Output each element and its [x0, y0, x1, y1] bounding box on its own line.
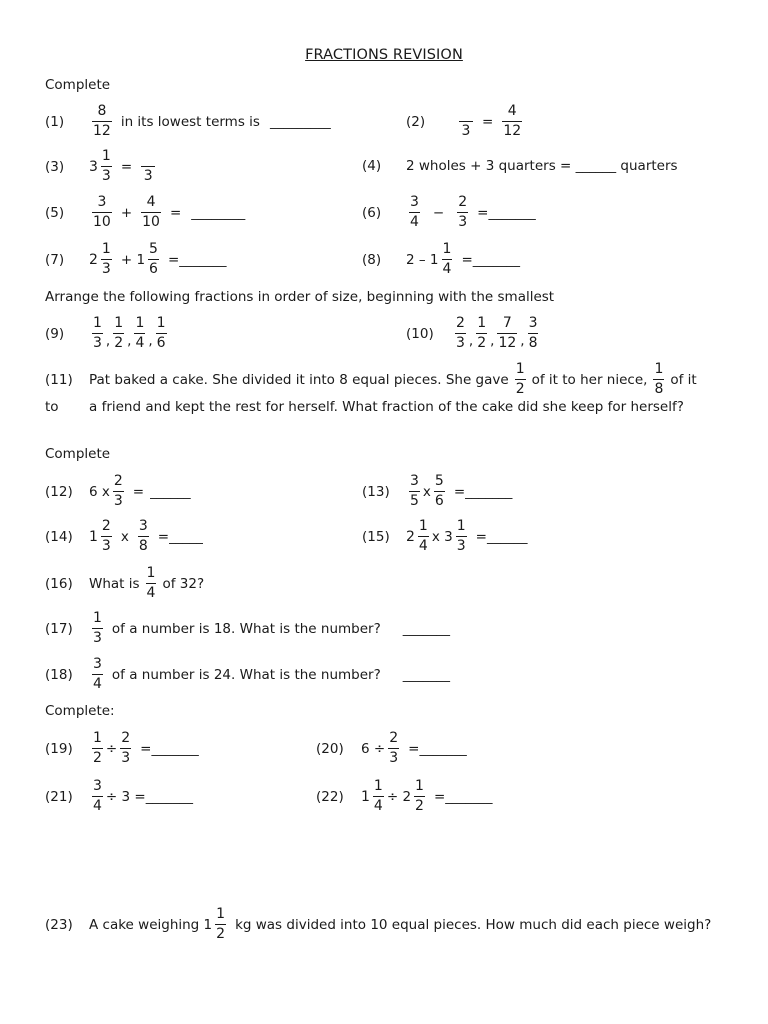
fraction-blank-numerator[interactable]: 3	[459, 104, 473, 139]
answer-blank[interactable]: _______	[179, 251, 227, 268]
question-text: of it to her niece,	[531, 371, 648, 388]
question-number: (18)	[45, 666, 73, 683]
question-17	[45, 611, 450, 646]
fraction: $\frac{5}{6}$	[434, 473, 444, 509]
question-8	[362, 242, 520, 277]
question-18	[45, 657, 450, 692]
fraction: $\frac{3}{4}$	[93, 656, 102, 692]
answer-blank[interactable]: _________	[269, 113, 331, 130]
whole-number: 2	[406, 528, 415, 545]
question-text: What is	[89, 575, 140, 592]
question-text: 6 ÷	[361, 740, 386, 757]
question-3	[45, 149, 158, 184]
question-number: (21)	[45, 788, 73, 805]
fraction: $\frac{2}{3}$	[113, 473, 123, 509]
question-text: of a number is 24. What is the number?	[111, 666, 381, 683]
question-text: A cake weighing 1	[89, 916, 213, 933]
question-text: Pat baked a cake. She divided it into 8 equal pieces. She gave	[89, 371, 509, 388]
question-6	[362, 195, 536, 230]
whole-number: 1	[89, 528, 98, 545]
fraction: $\frac{1}{2}$	[477, 315, 487, 351]
question-2	[406, 104, 525, 139]
question-number: (17)	[45, 620, 73, 637]
fraction: $\frac{3}{4}$	[410, 194, 419, 230]
answer-blank[interactable]: _____	[169, 528, 203, 545]
answer-blank[interactable]: _______	[402, 620, 450, 637]
fraction: $\frac{2}{3}$	[456, 315, 465, 351]
question-1	[45, 104, 331, 139]
fraction: $\frac{1}{8}$	[654, 361, 664, 397]
question-number: (15)	[362, 528, 390, 545]
question-text: of 32?	[162, 575, 205, 592]
equals-sign: =	[461, 251, 473, 268]
fraction: $\frac{1}{4}$	[146, 565, 156, 601]
divide-sign: ÷	[105, 740, 118, 757]
question-16	[45, 566, 204, 601]
section-heading-complete-2: Complete	[45, 446, 111, 462]
whole-number: 1	[361, 788, 370, 805]
question-text: 6 x	[89, 483, 110, 500]
question-20	[316, 731, 467, 766]
question-4	[362, 158, 678, 174]
question-text: a friend and kept the rest for herself. What fraction of the cake did she keep for herself?	[89, 399, 684, 415]
question-text: kg was divided into 10 equal pieces. How much did each piece weigh?	[235, 916, 712, 933]
fraction: $\frac{3}{10}$	[93, 194, 111, 230]
question-text: ÷ 3 =	[105, 788, 146, 805]
question-number: (10)	[406, 325, 434, 342]
fraction: $\frac{1}{2}$	[216, 906, 226, 942]
question-number: (22)	[316, 788, 344, 805]
section-heading-complete-3: Complete:	[45, 703, 115, 719]
fraction: $\frac{4}{10}$	[142, 194, 160, 230]
fraction: $\frac{2}{3}$	[458, 194, 468, 230]
fraction: $\frac{4}{12}$	[503, 103, 522, 139]
fraction: $\frac{8}{12}$	[93, 103, 111, 139]
answer-blank[interactable]: _______	[402, 666, 450, 683]
equals-sign: =	[453, 483, 466, 500]
question-text: in its lowest terms is	[120, 113, 260, 130]
fraction: $\frac{1}{3}$	[101, 148, 111, 184]
answer-blank[interactable]: _______	[145, 788, 193, 805]
answer-blank[interactable]: ______	[150, 483, 191, 500]
fraction: $\frac{2}{3}$	[101, 518, 111, 554]
fraction-blank-numerator[interactable]: 3	[141, 149, 155, 184]
fraction: $\frac{1}{3}$	[101, 241, 111, 277]
plus-sign: + 1	[120, 251, 146, 268]
question-11	[45, 362, 745, 397]
answer-blank[interactable]: _______	[465, 483, 513, 500]
question-text: of a number is 18. What is the number?	[111, 620, 381, 637]
answer-blank[interactable]: _______	[419, 740, 467, 757]
answer-blank[interactable]: _______	[488, 204, 536, 221]
section-heading-complete: Complete	[45, 77, 111, 93]
fraction: $\frac{1}{3}$	[93, 315, 102, 351]
fraction: $\frac{5}{6}$	[149, 241, 158, 277]
question-number: (8)	[362, 251, 382, 268]
equals-sign: =	[120, 158, 133, 175]
question-number: (1)	[45, 113, 65, 130]
section-heading-arrange: Arrange the following fractions in order of size, beginning with the smallest	[45, 289, 555, 305]
times-sign: x	[422, 483, 431, 500]
question-number: (4)	[362, 158, 382, 174]
fraction: $\frac{1}{4}$	[442, 241, 452, 277]
question-number: (5)	[45, 204, 65, 221]
fraction: $\frac{3}{4}$	[93, 778, 102, 814]
question-11-line-2	[45, 399, 684, 415]
whole-number: 2	[89, 251, 98, 268]
question-number: (16)	[45, 575, 73, 592]
question-number: (9)	[45, 325, 65, 342]
whole-number: 3	[89, 158, 98, 175]
question-13	[362, 474, 512, 509]
fraction: $\frac{7}{12}$	[498, 315, 517, 351]
fraction: $\frac{1}{3}$	[456, 518, 466, 554]
question-19	[45, 731, 199, 766]
question-number: (3)	[45, 158, 65, 175]
equals-sign: =	[140, 740, 152, 757]
fraction: $\frac{3}{8}$	[138, 518, 148, 554]
fraction: $\frac{1}{2}$	[93, 730, 102, 766]
equals-sign: =	[477, 204, 489, 221]
question-number: (7)	[45, 251, 65, 268]
question-number: (19)	[45, 740, 73, 757]
equals-sign: =	[132, 483, 145, 500]
question-number: (11)	[45, 371, 73, 388]
question-23	[45, 907, 711, 942]
question-12	[45, 474, 191, 509]
fraction: $\frac{1}{6}$	[156, 315, 166, 351]
question-number: (14)	[45, 528, 73, 545]
question-text: 2 wholes + 3 quarters = ______ quarters	[406, 158, 678, 174]
answer-blank[interactable]: ________	[191, 204, 246, 221]
fraction: $\frac{1}{2}$	[415, 778, 424, 814]
question-number: (23)	[45, 916, 73, 933]
answer-blank[interactable]: _______	[472, 251, 520, 268]
fraction: $\frac{1}{4}$	[373, 778, 383, 814]
fraction: $\frac{1}{4}$	[418, 518, 428, 554]
question-text: of it	[670, 371, 697, 388]
fraction: $\frac{2}{3}$	[121, 730, 131, 766]
fraction: $\frac{1}{4}$	[135, 315, 145, 351]
fraction: $\frac{1}{3}$	[93, 610, 102, 646]
question-21	[45, 779, 193, 814]
divide-sign: ÷ 2	[386, 788, 412, 805]
equals-sign: =	[433, 788, 446, 805]
question-number: (6)	[362, 204, 382, 221]
times-sign: x	[120, 528, 129, 545]
question-number: (12)	[45, 483, 73, 500]
question-number: (20)	[316, 740, 344, 757]
fraction: $\frac{3}{8}$	[528, 315, 538, 351]
equals-sign: =	[157, 528, 170, 545]
question-10: (10) $\frac{2}{3}$ , $\frac{1}{2}$ , $\frac{7}{12}$ , $\frac{3}{8}$	[406, 315, 538, 351]
question-15	[362, 519, 527, 554]
fraction: $\frac{3}{5}$	[410, 473, 419, 509]
answer-blank[interactable]: _______	[445, 788, 493, 805]
equals-sign: =	[167, 251, 180, 268]
answer-blank[interactable]: ______	[486, 528, 528, 545]
question-5	[45, 195, 245, 230]
answer-blank[interactable]: _______	[151, 740, 199, 757]
equals-sign: =	[475, 528, 487, 545]
question-9: (9) $\frac{1}{3}$ , $\frac{1}{2}$ , $\frac{1}{4}$ , $\frac{1}{6}$	[45, 315, 166, 351]
question-14	[45, 519, 203, 554]
fraction: $\frac{1}{2}$	[515, 361, 525, 397]
question-number: (2)	[406, 113, 426, 130]
question-text: 2 – 1	[406, 251, 439, 268]
question-22	[316, 779, 493, 814]
question-7	[45, 242, 227, 277]
equals-sign: =	[169, 204, 182, 221]
plus-sign: +	[120, 204, 133, 221]
page-title: FRACTIONS REVISION	[305, 47, 463, 63]
equals-sign: =	[408, 740, 420, 757]
times-sign: x 3	[431, 528, 453, 545]
fraction: $\frac{1}{2}$	[114, 315, 124, 351]
equals-sign: =	[482, 113, 494, 130]
question-text: to	[45, 399, 59, 415]
fraction: $\frac{2}{3}$	[389, 730, 399, 766]
minus-sign: −	[432, 204, 445, 221]
question-number: (13)	[362, 483, 390, 500]
